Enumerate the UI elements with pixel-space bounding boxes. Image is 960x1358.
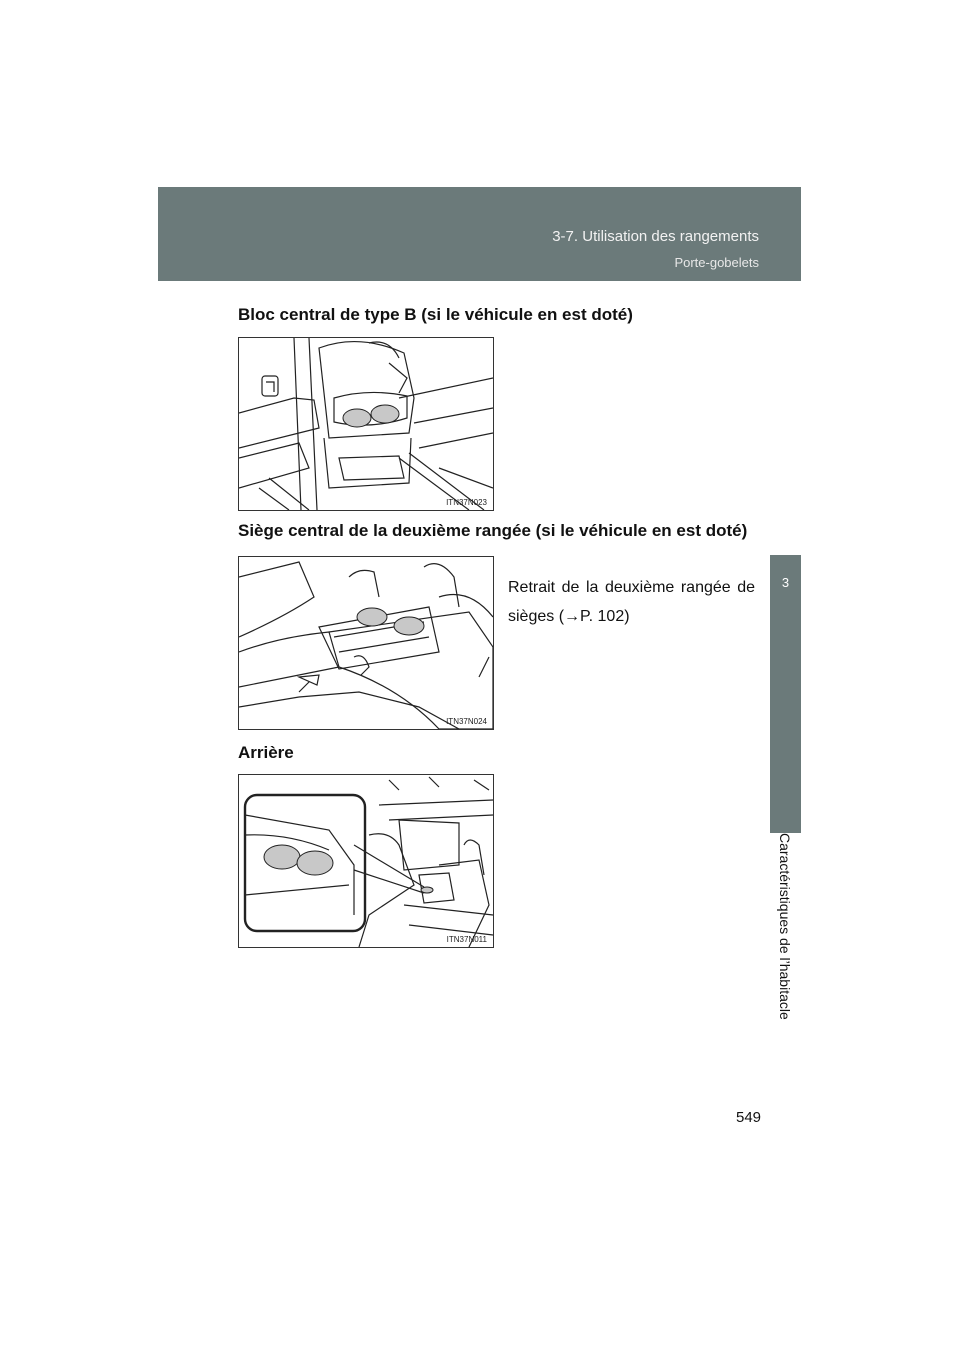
chapter-number: 3 xyxy=(781,575,790,590)
figure-second-row-center-seat xyxy=(238,556,494,730)
page-number: 549 xyxy=(736,1109,762,1126)
section-heading-second-row-center-seat: Siège central de la deuxième rangée (si le véhicule en est doté) xyxy=(238,521,748,540)
figure-code: ITN37N011 xyxy=(446,935,487,944)
reference-text: Retrait de la deuxième rangée de sièges ( xyxy=(508,579,755,625)
page-reference-link[interactable]: P. 102) xyxy=(580,608,630,625)
illustration-center-console-b xyxy=(239,338,493,510)
header-band xyxy=(158,187,801,281)
section-heading-center-console-b: Bloc central de type B (si le véhicule en est doté) xyxy=(238,305,633,324)
figure-code: ITN37N023 xyxy=(446,498,487,507)
chapter-title: Caractéristiques de l’habitacle xyxy=(777,833,793,1020)
figure-center-console-b xyxy=(238,337,494,511)
figure-rear xyxy=(238,774,494,948)
figure-code: ITN37N024 xyxy=(446,717,487,726)
section-heading-rear: Arrière xyxy=(238,743,294,762)
header-section-title: 3-7. Utilisation des rangements xyxy=(552,228,759,245)
illustration-second-row-center-seat xyxy=(239,557,493,729)
illustration-rear xyxy=(239,775,493,947)
header-subsection-title: Porte-gobelets xyxy=(674,255,759,270)
chapter-tab xyxy=(770,555,801,833)
arrow-icon: → xyxy=(564,608,581,625)
seat-removal-reference xyxy=(508,573,755,631)
